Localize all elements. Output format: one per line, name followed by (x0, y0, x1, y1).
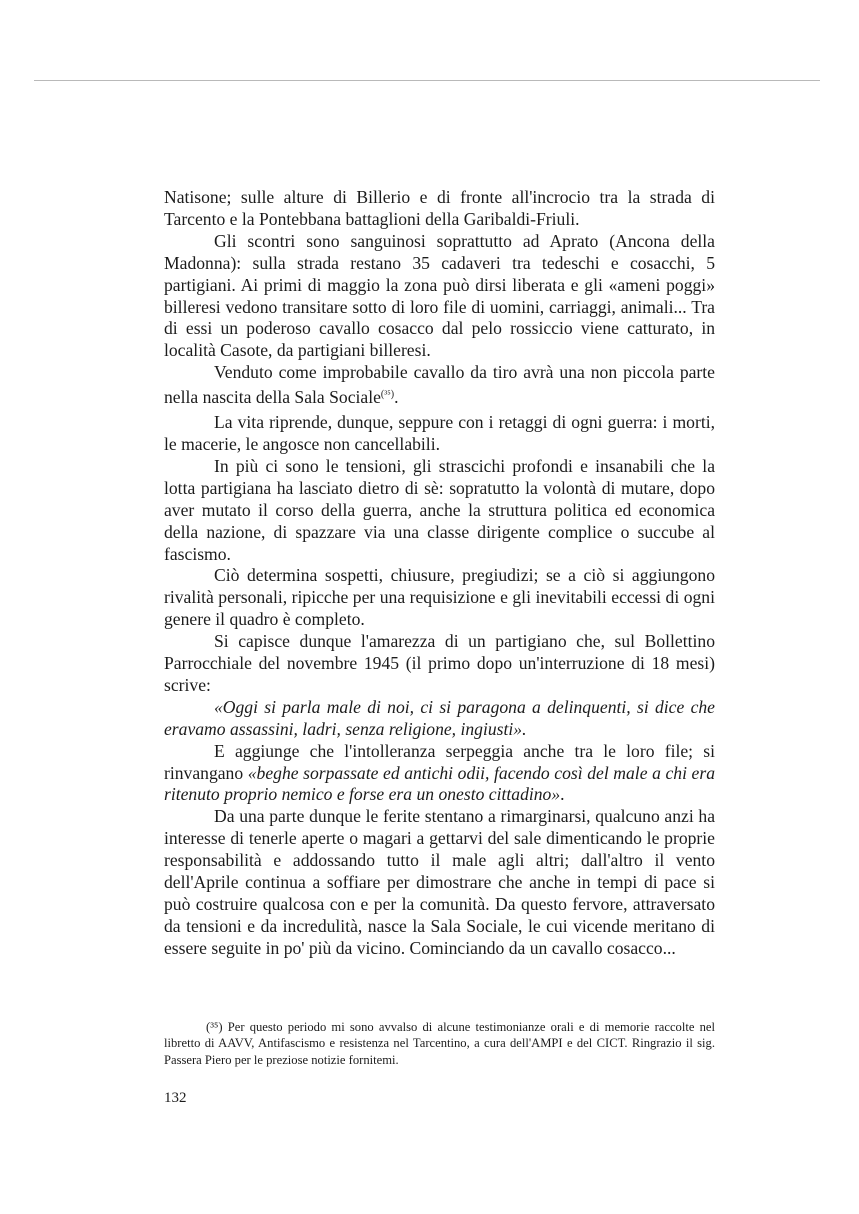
paragraph-5: In più ci sono le tensioni, gli strascichi profondi e insanabili che la lotta partigiana ha lasciato dietro di sè: sopratutto la volontà di mutare, dopo aver mutato il corso della guerra, anche la struttura politica ed economica della nazione, di spazzare via una classe dirigente complice o succube al fascismo. (164, 455, 715, 564)
main-text (164, 187, 715, 960)
quote-2: «beghe sorpassate ed antichi odii, facendo così del male a chi era ritenuto proprio nemico e forse era un onesto cittadino» (164, 762, 716, 805)
paragraph-7: Si capisce dunque l'amarezza di un partigiano che, sul Bollettino Parrocchiale del novembre 1945 (il primo dopo un'interruzione di 18 mesi) scrive: (164, 631, 715, 695)
footnote-number: (³⁵) (206, 1020, 223, 1034)
paragraph-3 (164, 362, 715, 409)
paragraph-1: Natisone; sulle alture di Billerio e di fronte all'incrocio tra la strada di Tarcento e la Pontebbana battaglioni della Garibaldi-Friuli. (164, 187, 715, 229)
footnote-body: Per questo periodo mi sono avvalso di alcune testimonianze orali e di memorie raccolte nel libretto di AAVV, Antifascismo e resistenza nel Tarcentino, a cura dell'AMPI e del CICT. Ringrazio il sig. Passera Piero per le preziose notizie fornitemi. (164, 1020, 715, 1067)
paragraph-9 (164, 741, 715, 807)
footnote-reference[interactable]: (³⁵) (380, 389, 395, 401)
footnote (164, 1019, 715, 1068)
quote-1: «Oggi si parla male di noi, ci si paragona a delinquenti, si dice che eravamo assassini, ladri, senza religione, ingiusti». (164, 696, 715, 739)
paragraph-3-text: Venduto come improbabile cavallo da tiro avrà una non piccola parte nella nascita della Sala Sociale (164, 362, 715, 408)
paragraph-4: La vita riprende, dunque, seppure con i retaggi di ogni guerra: i morti, le macerie, le angosce non cancellabili. (164, 412, 715, 454)
page-number: 132 (164, 1090, 187, 1106)
header-rule (34, 80, 820, 81)
paragraph-9-text: E aggiunge che l'intolleranza serpeggia anche tra le loro file; si rinvangano (164, 740, 715, 783)
paragraph-3-end: . (394, 387, 399, 408)
footnote-text (164, 1019, 715, 1068)
paragraph-2: Gli scontri sono sanguinosi soprattutto ad Aprato (Ancona della Madonna): sulla strada restano 35 cadaveri tra tedeschi e cosacchi, 5 partigiani. Ai primi di maggio la zona può dirsi liberata e gli «ameni poggi» billeresi vedono transitare sotto di loro file di uomini, carriaggi, animali... Tra di essi un poderoso cavallo cosacco dal pelo rossiccio viene catturato, in località Casote, da partigiani billeresi. (164, 230, 715, 361)
paragraph-6: Ciò determina sospetti, chiusure, pregiudizi; se a ciò si aggiungono rivalità personali, ripicche per una requisizione e gli inevitabili eccessi di ogni genere il quadro è completo. (164, 565, 715, 630)
paragraph-9-end: . (560, 784, 565, 805)
paragraph-10: Da una parte dunque le ferite stentano a rimarginarsi, qualcuno anzi ha interesse di tenerle aperte o magari a gettarvi del sale dimenticando le proprie responsabilità e addossando tutto il male agli altri; dall'altro il vento dell'Aprile continua a soffiare per dimostrare che anche in tempi di pace si può costruire qualcosa con e per la comunità. Da questo fervore, attraversato da tensioni e da incredulità, nasce la Sala Sociale, le cui vicende meritano di essere seguite in po' più da vicino. Cominciando da un cavallo cosacco... (164, 806, 715, 958)
